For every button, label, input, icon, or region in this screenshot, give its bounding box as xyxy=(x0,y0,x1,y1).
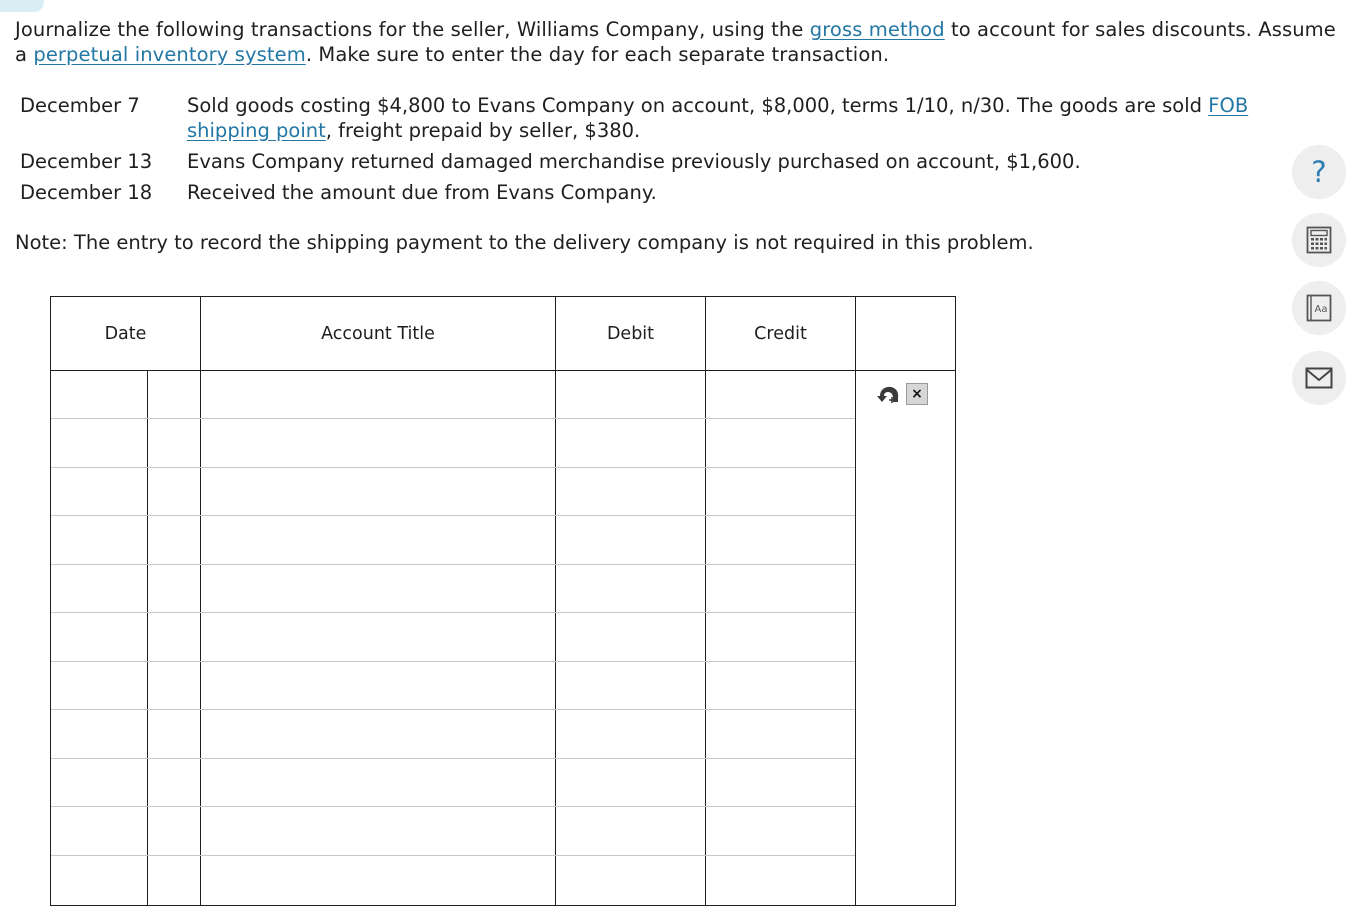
date-day-cell xyxy=(149,566,199,612)
table-row xyxy=(51,662,855,710)
debit-input[interactable] xyxy=(557,760,704,806)
journal-entry-table xyxy=(50,296,956,906)
date-day-input[interactable] xyxy=(149,809,199,855)
glossary-icon xyxy=(1306,294,1332,322)
transaction-description-dec-13: Evans Company returned damaged merchandise previously purchased on account, $1,600. xyxy=(187,150,1081,173)
table-row xyxy=(51,759,855,807)
row-tools xyxy=(876,382,928,406)
date-month-cell xyxy=(52,809,146,855)
debit-cell xyxy=(557,760,704,806)
account-title-cell xyxy=(202,421,554,467)
help-icon: ? xyxy=(1311,155,1327,189)
credit-input[interactable] xyxy=(707,760,854,806)
date-day-cell xyxy=(149,469,199,515)
date-month-cell xyxy=(52,469,146,515)
transaction-date-dec-18: December 18 xyxy=(20,181,153,204)
credit-cell xyxy=(707,566,854,612)
account-title-cell xyxy=(202,372,554,418)
mail-button[interactable] xyxy=(1292,351,1346,405)
debit-cell xyxy=(557,421,704,467)
date-month-input[interactable] xyxy=(52,663,146,709)
date-day-cell xyxy=(149,372,199,418)
table-header xyxy=(51,297,955,371)
credit-cell xyxy=(707,615,854,661)
debit-input[interactable] xyxy=(557,857,704,903)
account-title-input[interactable] xyxy=(202,421,554,467)
debit-input[interactable] xyxy=(557,809,704,855)
table-row xyxy=(51,614,855,662)
credit-input[interactable] xyxy=(707,566,854,612)
date-month-cell xyxy=(52,760,146,806)
instructions-text-3: . Make sure to enter the day for each separate transaction. xyxy=(305,43,890,66)
problem-instructions xyxy=(15,17,1345,67)
debit-cell xyxy=(557,663,704,709)
account-title-input[interactable] xyxy=(202,518,554,564)
date-month-input[interactable] xyxy=(52,566,146,612)
date-day-cell xyxy=(149,615,199,661)
date-day-input[interactable] xyxy=(149,518,199,564)
credit-cell xyxy=(707,857,854,903)
date-month-input[interactable] xyxy=(52,712,146,758)
debit-input[interactable] xyxy=(557,615,704,661)
date-month-input[interactable] xyxy=(52,857,146,903)
date-day-input[interactable] xyxy=(149,566,199,612)
account-title-input[interactable] xyxy=(202,663,554,709)
glossary-button[interactable] xyxy=(1292,281,1346,335)
undo-icon[interactable] xyxy=(876,382,902,406)
credit-cell xyxy=(707,469,854,515)
date-day-cell xyxy=(149,809,199,855)
table-row xyxy=(51,856,855,904)
account-title-input[interactable] xyxy=(202,566,554,612)
perpetual-inventory-system-link[interactable]: perpetual inventory system xyxy=(33,43,306,66)
credit-input[interactable] xyxy=(707,809,854,855)
credit-input[interactable] xyxy=(707,712,854,758)
credit-cell xyxy=(707,518,854,564)
debit-cell xyxy=(557,469,704,515)
instructions-text-1: Journalize the following transactions for the seller, Williams Company, using the xyxy=(15,18,810,41)
account-title-input[interactable] xyxy=(202,615,554,661)
debit-input[interactable] xyxy=(557,712,704,758)
account-title-input[interactable] xyxy=(202,469,554,515)
svg-text:Aa: Aa xyxy=(1314,304,1328,315)
transaction-text: , freight prepaid by seller, $380. xyxy=(325,119,641,142)
table-row xyxy=(51,808,855,856)
transaction-date-dec-7: December 7 xyxy=(20,94,140,117)
date-month-input[interactable] xyxy=(52,760,146,806)
credit-input[interactable] xyxy=(707,518,854,564)
account-title-input[interactable] xyxy=(202,712,554,758)
corner-tab[interactable] xyxy=(0,0,44,12)
header-account-title: Account Title xyxy=(321,323,435,344)
instructions-text-2: to account for sales discounts. Assume a xyxy=(15,18,1336,66)
credit-input[interactable] xyxy=(707,857,854,903)
debit-cell xyxy=(557,809,704,855)
debit-input[interactable] xyxy=(557,469,704,515)
credit-cell xyxy=(707,760,854,806)
date-month-cell xyxy=(52,518,146,564)
table-row xyxy=(51,517,855,565)
gross-method-link[interactable]: gross method xyxy=(809,18,945,41)
table-row xyxy=(51,711,855,759)
header-credit: Credit xyxy=(754,323,807,344)
date-month-cell xyxy=(52,857,146,903)
date-day-input[interactable] xyxy=(149,663,199,709)
date-day-cell xyxy=(149,760,199,806)
transaction-date-dec-13: December 13 xyxy=(20,150,153,173)
date-month-input[interactable] xyxy=(52,518,146,564)
credit-cell xyxy=(707,663,854,709)
problem-note: Note: The entry to record the shipping payment to the delivery company is not required in this problem. xyxy=(15,231,1034,254)
account-title-cell xyxy=(202,566,554,612)
credit-input[interactable] xyxy=(707,421,854,467)
table-row xyxy=(51,468,855,516)
date-day-input[interactable] xyxy=(149,421,199,467)
date-day-input[interactable] xyxy=(149,712,199,758)
account-title-input[interactable] xyxy=(202,372,554,418)
account-title-input[interactable] xyxy=(202,760,554,806)
delete-row-icon[interactable]: × xyxy=(906,383,928,405)
account-title-cell xyxy=(202,857,554,903)
debit-input[interactable] xyxy=(557,372,704,418)
transaction-text: Sold goods costing $4,800 to Evans Company on account, $8,000, terms 1/10, n/30. The goods are sold xyxy=(187,94,1209,117)
date-month-cell xyxy=(52,712,146,758)
transaction-description-dec-18: Received the amount due from Evans Company. xyxy=(187,181,657,204)
account-title-cell xyxy=(202,712,554,758)
date-day-cell xyxy=(149,421,199,467)
date-month-cell xyxy=(52,421,146,467)
date-month-input[interactable] xyxy=(52,469,146,515)
credit-cell xyxy=(707,809,854,855)
credit-input[interactable] xyxy=(707,663,854,709)
credit-input[interactable] xyxy=(707,372,854,418)
date-day-cell xyxy=(149,857,199,903)
table-row xyxy=(51,420,855,468)
table-row xyxy=(51,565,855,613)
credit-input[interactable] xyxy=(707,469,854,515)
account-title-cell xyxy=(202,760,554,806)
date-day-cell xyxy=(149,712,199,758)
date-month-input[interactable] xyxy=(52,615,146,661)
date-day-cell xyxy=(149,663,199,709)
transaction-description-dec-7 xyxy=(187,93,1317,143)
debit-input[interactable] xyxy=(557,421,704,467)
debit-cell xyxy=(557,372,704,418)
date-day-input[interactable] xyxy=(149,857,199,903)
debit-cell xyxy=(557,518,704,564)
debit-input[interactable] xyxy=(557,566,704,612)
table-row xyxy=(51,371,855,419)
date-month-input[interactable] xyxy=(52,809,146,855)
debit-cell xyxy=(557,857,704,903)
date-day-input[interactable] xyxy=(149,372,199,418)
calculator-icon xyxy=(1306,226,1332,254)
calculator-button[interactable] xyxy=(1292,213,1346,267)
date-day-cell xyxy=(149,518,199,564)
account-title-cell xyxy=(202,469,554,515)
column-divider xyxy=(855,297,856,905)
date-month-cell xyxy=(52,663,146,709)
debit-cell xyxy=(557,615,704,661)
date-day-input[interactable] xyxy=(149,760,199,806)
header-debit: Debit xyxy=(606,323,655,344)
fob-shipping-point-link[interactable]: FOB shipping point xyxy=(187,94,1249,142)
credit-cell xyxy=(707,421,854,467)
date-month-cell xyxy=(52,566,146,612)
debit-input[interactable] xyxy=(557,663,704,709)
account-title-cell xyxy=(202,663,554,709)
header-date: Date xyxy=(104,323,147,344)
date-month-cell xyxy=(52,615,146,661)
date-month-input[interactable] xyxy=(52,372,146,418)
credit-cell xyxy=(707,712,854,758)
debit-cell xyxy=(557,712,704,758)
help-button[interactable] xyxy=(1292,145,1346,199)
debit-cell xyxy=(557,566,704,612)
date-day-input[interactable] xyxy=(149,469,199,515)
debit-input[interactable] xyxy=(557,518,704,564)
mail-icon xyxy=(1305,367,1333,389)
date-month-input[interactable] xyxy=(52,421,146,467)
account-title-input[interactable] xyxy=(202,857,554,903)
account-title-cell xyxy=(202,518,554,564)
account-title-cell xyxy=(202,809,554,855)
credit-input[interactable] xyxy=(707,615,854,661)
date-month-cell xyxy=(52,372,146,418)
credit-cell xyxy=(707,372,854,418)
date-day-input[interactable] xyxy=(149,615,199,661)
account-title-input[interactable] xyxy=(202,809,554,855)
account-title-cell xyxy=(202,615,554,661)
